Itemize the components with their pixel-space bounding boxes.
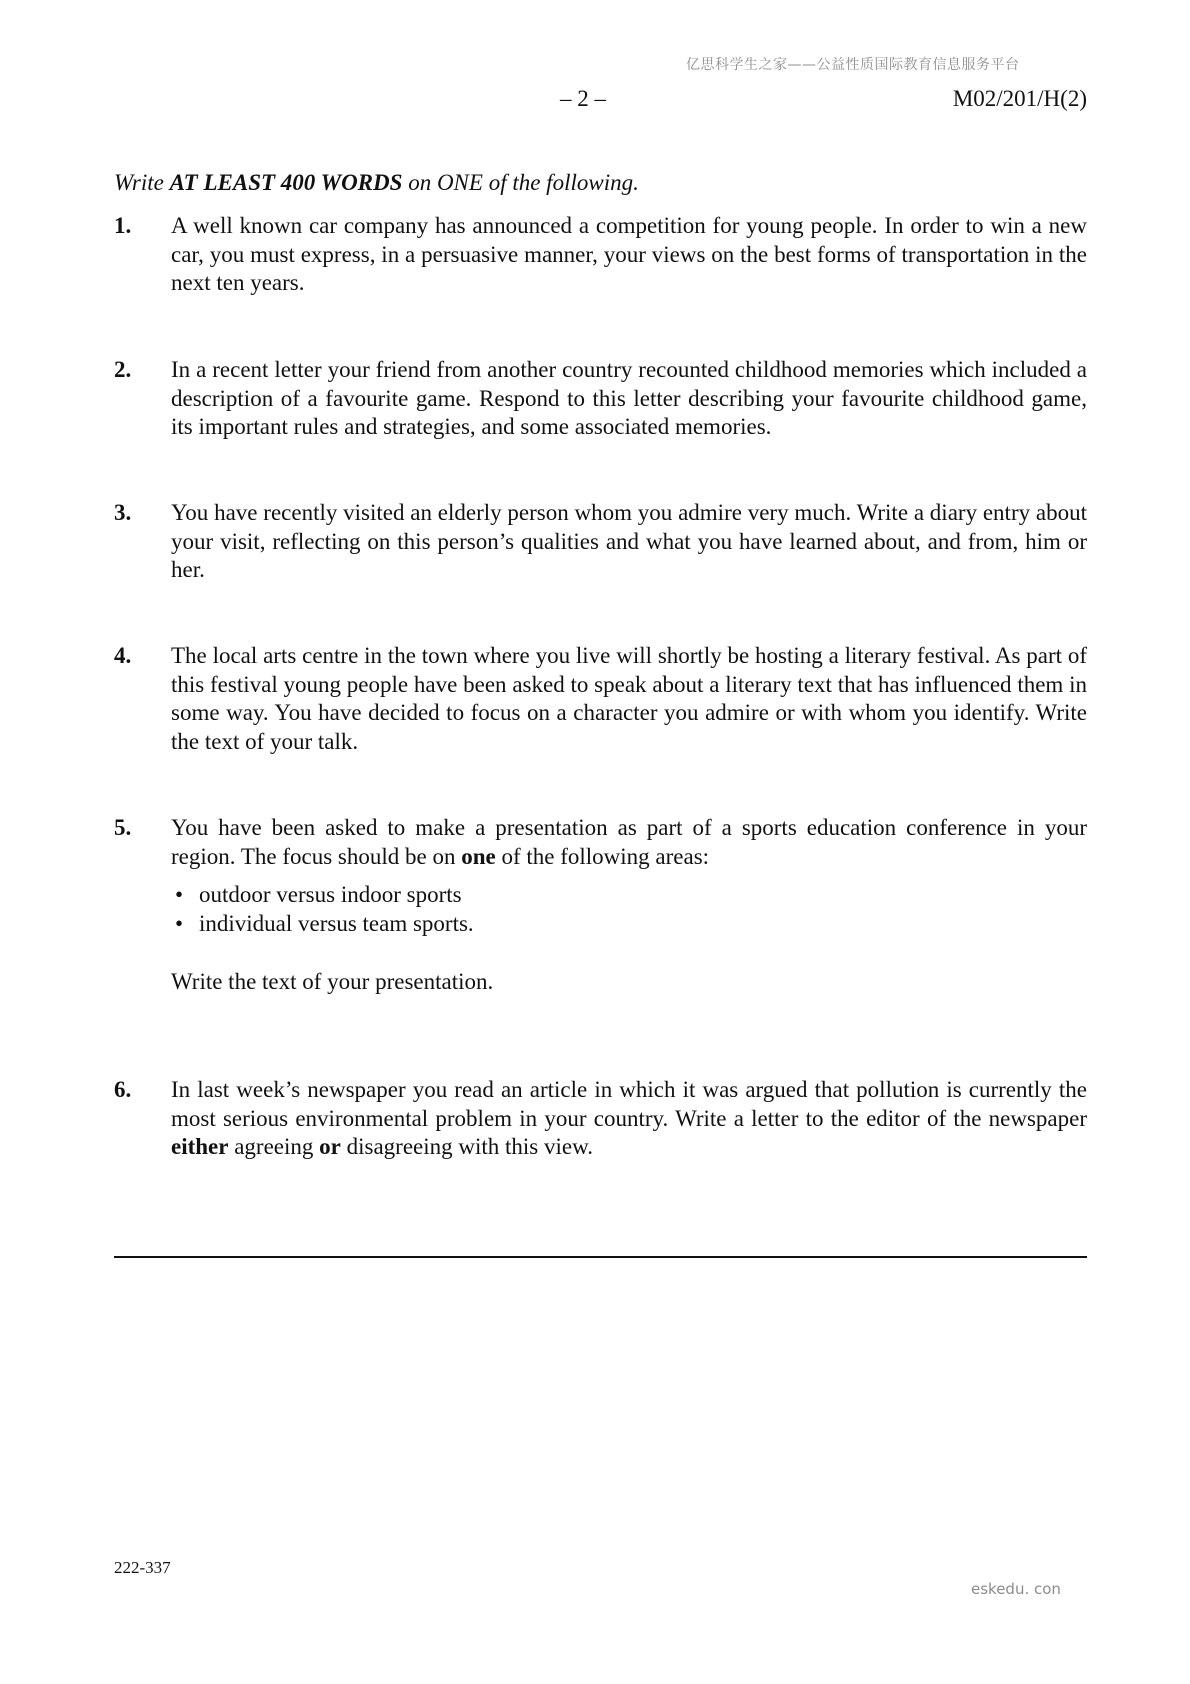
question-number: 1.: [114, 213, 132, 238]
question-3: [114, 499, 1087, 585]
question-text: You have recently visited an elderly person whom you admire very much. Write a diary entry about your visit, reflecting on this person’s qualities and what you have learned about, and from, him or her.: [171, 500, 1087, 582]
question-text: In a recent letter your friend from another country recounted childhood memories which included a description of a favourite game. Respond to this letter describing your favourite childhood game, its important rules and strategies, and some associated memories.: [171, 357, 1087, 439]
page-number: – 2 –: [560, 86, 606, 111]
question-4: [114, 642, 1087, 756]
question-2: [114, 356, 1087, 442]
question-number: 3.: [114, 500, 132, 525]
instruction-post: on ONE of the following.: [402, 170, 639, 195]
question-number: 4.: [114, 643, 132, 668]
footer-code: 222-337: [114, 1558, 171, 1577]
document-code: M02/201/H(2): [952, 86, 1087, 111]
question-text-bold: one: [461, 843, 496, 869]
question-closing: Write the text of your presentation.: [171, 969, 494, 994]
bullet-item: • individual versus team sports.: [171, 910, 1087, 939]
question-text: [171, 1076, 1087, 1162]
question-text-c: disagreeing with this view.: [340, 1134, 593, 1159]
question-number: 6.: [114, 1077, 132, 1102]
instruction-emphasis: AT LEAST 400 WORDS: [169, 170, 403, 195]
question-5: [114, 814, 1087, 997]
question-text-b: agreeing: [228, 1134, 320, 1159]
bullet-item: • outdoor versus indoor sports: [171, 881, 1087, 910]
instruction-pre: Write: [114, 170, 170, 195]
question-text: The local arts centre in the town where you live will shortly be hosting a literary festival. As part of this festival young people have been asked to speak about a literary text that has influenced them in some way. You have decided to focus on a character you admire or with whom you identify. Write the text of your talk.: [171, 643, 1087, 754]
watermark-header: 亿思科学生之家——公益性质国际教育信息服务平台: [686, 57, 1020, 73]
question-bold-either: either: [171, 1134, 229, 1159]
question-text-post: of the following areas:: [495, 843, 710, 869]
bullet-list: [171, 881, 1087, 938]
question-text: [171, 814, 1087, 871]
question-6: [114, 1076, 1087, 1162]
question-1: [114, 212, 1087, 298]
instruction: [114, 170, 1084, 196]
question-text-pre: You have been asked to make a presentation as part of a sports education conference in your region. The focus should be on: [171, 815, 1087, 869]
question-number: 2.: [114, 357, 132, 382]
question-text-a: In last week’s newspaper you read an article in which it was argued that pollution is currently the most serious environmental problem in your country. Write a letter to the editor of the newspaper: [171, 1077, 1087, 1131]
horizontal-rule: [114, 1256, 1087, 1258]
question-text: A well known car company has announced a competition for young people. In order to win a new car, you must express, in a persuasive manner, your views on the best forms of transportation in the next ten years.: [171, 213, 1087, 295]
question-bold-or: or: [319, 1134, 341, 1159]
watermark-footer: eskedu. con: [971, 1580, 1061, 1598]
question-number: 5.: [114, 815, 132, 840]
